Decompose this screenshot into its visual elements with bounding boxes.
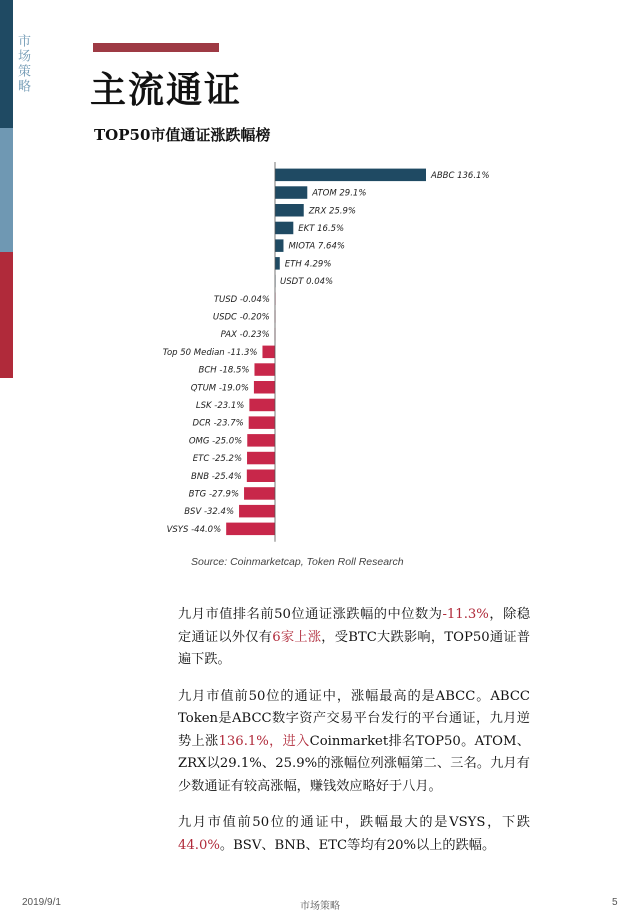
bar-label-zrx: ZRX 25.9%	[308, 206, 357, 217]
page-title: 主流通证	[90, 69, 243, 111]
paragraph-1: 九月市值排名前50位通证涨跌幅的中位数为-11.3%，除稳定通证以外仅有6家上涨，受BTC大跌影响，TOP50通证普遍下跌。	[178, 607, 531, 667]
bar-dcr	[249, 416, 275, 429]
bar-qtum	[254, 381, 275, 394]
bar-vsys	[226, 523, 275, 536]
bar-label-bch: BCH -18.5%	[198, 365, 250, 376]
bar-label-usdt: USDT 0.04%	[280, 277, 334, 288]
bar-bsv	[239, 505, 275, 518]
paragraph-2: 九月市值前50位的通证中，涨幅最高的是ABCC。ABCC Token是ABCC数字资产交易平台发行的平台通证，九月逆势上涨136.1%，进入Coinmarket排名TOP50。ATOM、ZRX以29.1%、25.9%的涨幅位列涨幅第二、三名。九月有少数通证有较高涨幅，赚钱效应略好于八月。	[178, 688, 530, 794]
paragraph-3: 九月市值前50位的通证中，跌幅最大的是VSYS，下跌44.0%。BSV、BNB、ETC等均有20%以上的跌幅。	[178, 815, 530, 853]
bar-label-vsys: VSYS -44.0%	[166, 524, 222, 535]
bar-label-ekt: EKT 16.5%	[298, 223, 345, 234]
bar-label-abbc: ABBC 136.1%	[431, 170, 490, 181]
bar-label-lsk: LSK -23.1%	[195, 400, 245, 411]
bar-bnb	[247, 470, 275, 483]
bar-label-eth: ETH 4.29%	[284, 259, 332, 270]
bar-label-qtum: QTUM -19.0%	[190, 383, 249, 394]
bar-top-50-median	[262, 346, 275, 359]
body-text	[178, 604, 530, 871]
footer-section: 市场策略	[300, 901, 340, 912]
bar-btg	[244, 487, 275, 500]
page-number: 5	[612, 897, 618, 908]
bar-etc	[247, 452, 275, 465]
bar-omg	[247, 434, 275, 447]
bar-label-omg: OMG -25.0%	[188, 436, 243, 447]
bar-bch	[254, 363, 275, 376]
bar-label-btg: BTG -27.9%	[188, 489, 240, 500]
chart-title: TOP50市值通证涨跌幅榜	[94, 126, 271, 144]
bar-lsk	[249, 399, 275, 412]
bar-ekt	[275, 222, 293, 235]
bar-eth	[275, 257, 280, 270]
bar-atom	[275, 186, 307, 199]
bar-zrx	[275, 204, 304, 217]
bar-label-dcr: DCR -23.7%	[192, 418, 244, 429]
bar-label-miota: MIOTA 7.64%	[288, 241, 345, 252]
bar-label-atom: ATOM 29.1%	[312, 188, 367, 199]
bar-label-etc: ETC -25.2%	[192, 454, 243, 465]
sidebar-label: 市场策略	[15, 34, 30, 94]
bar-label-pax: PAX -0.23%	[220, 330, 270, 341]
bar-label-tusd: TUSD -0.04%	[213, 294, 270, 305]
footer-date: 2019/9/1	[22, 897, 61, 908]
bar-abbc	[275, 169, 426, 182]
chart-source: Source: Coinmarketcap, Token Roll Research	[191, 556, 404, 568]
bar-label-top-50-median: Top 50 Median -11.3%	[162, 347, 258, 358]
bar-miota	[275, 239, 283, 252]
bar-label-bnb: BNB -25.4%	[191, 471, 242, 482]
bar-label-bsv: BSV -32.4%	[184, 507, 235, 518]
bar-label-usdc: USDC -0.20%	[212, 312, 270, 323]
